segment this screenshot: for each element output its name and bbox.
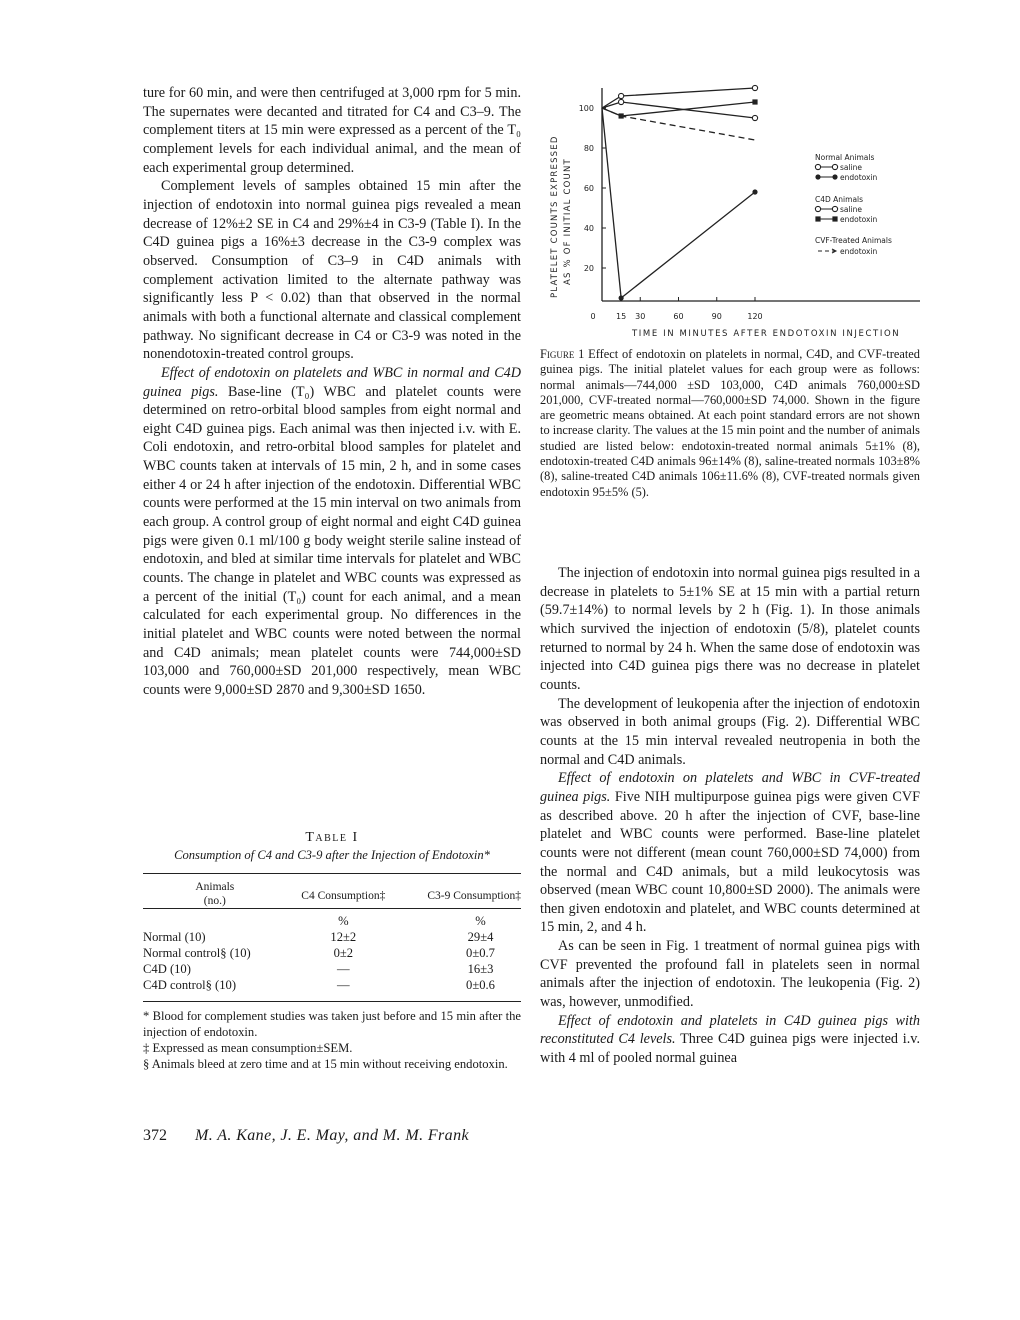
- open-circle-marker: [619, 93, 624, 98]
- filled-circle-marker: [815, 174, 820, 179]
- cell: Normal (10): [143, 930, 206, 944]
- column-header: C3-9 Consumption‡: [427, 890, 521, 902]
- filled-square-marker: [832, 216, 837, 221]
- header-animals: Animals: [195, 881, 235, 893]
- page-number: 372: [143, 1127, 167, 1144]
- paragraph: The development of leukopenia after the injection of endotoxin was observed in both animal groups (Fig. 2). Differential WBC counts at the 15 min interval revealed neutropenia in both the normal and C4D animals.: [540, 695, 920, 768]
- section-heading: Effect of endotoxin on platelets and WBC in CVF-treated guinea pigs.: [540, 770, 920, 805]
- filled-square-marker: [815, 216, 820, 221]
- y-tick-label: 20: [583, 264, 594, 273]
- axes: [602, 88, 920, 301]
- section-heading: Effect of endotoxin on platelets and WBC in normal and C4D guinea pigs.: [143, 364, 521, 400]
- y-tick-label: 100: [578, 104, 594, 113]
- paragraph-text: Base-line (T₀) WBC and platelet counts were determined on retro-orbital blood samples from eight normal and eight C4D guinea pigs. Each animal was then injected i.v. with E. Coli endotoxin, and retro-orbital blood samples for platelet and WBC counts taken at intervals of 15 min, 2 h, and in some cases either 4 or 24 h after injection of the endotoxin. Differential WBC counts were performed at the 15 min interval on two animals from each group. A control group of eight normal and eight C4D guinea pigs were given 0.1 ml/100 g body weight sterile saline instead of endotoxin, and bled at similar time intervals for platelet and WBC counts. The change in platelet and WBC counts was expressed as a percent of the initial (T₀) count for each animal, and a mean calculated for each experimental group. No differences in the initial platelet and WBC counts were noted between the normal and C4D animals; mean platelet counts were 744,000±SD 103,000 and 760,000±SD 201,000 respectively, mean WBC counts were 9,000±SD 2870 and 9,300±SD 1650.: [143, 383, 522, 698]
- x-axis-label: TIME IN MINUTES AFTER ENDOTOXIN INJECTION: [632, 329, 901, 339]
- cell: 29±4: [467, 930, 494, 944]
- header-no: (no.): [203, 895, 226, 907]
- cell: 0±2: [333, 946, 354, 960]
- legend-item: endotoxin: [840, 247, 878, 256]
- x-tick-label: 90: [711, 312, 722, 321]
- footnote: * Blood for complement studies was taken just before and 15 min after the injection of endotoxin.: [143, 1009, 521, 1039]
- legend: [815, 153, 892, 256]
- table: [143, 874, 521, 908]
- series-line: [602, 108, 755, 140]
- table-row: [143, 977, 521, 993]
- y-tick-label: 40: [583, 224, 594, 233]
- filled-circle-marker: [752, 189, 757, 194]
- cell: 0±0.7: [466, 946, 495, 960]
- open-circle-marker: [832, 164, 837, 169]
- cell: C4D (10): [143, 962, 191, 976]
- paragraph: Complement levels of samples obtained 15 min after the injection of endotoxin into normal guinea pigs revealed a mean decrease of 12%±2 SE in C4 and 29%±4 in C3-9 (Table I). In the C4D guinea pigs a 16%±3 decrease in the C3-9 complex was observed. Consumption of C3–9 in C4D animals with complement activation limited to the alternate pathway was significantly less P < 0.02) than that observed in the normal animals with both a functional alternate and classical complement pathway. No significant decrease in C4 or C3-9 was noted in the nonendotoxin-treated control groups.: [143, 178, 521, 363]
- x-tick-label: 15: [616, 312, 627, 321]
- table-row: [143, 929, 521, 945]
- cell: 0±0.6: [466, 978, 495, 992]
- footnote: ‡ Expressed as mean consumption±SEM.: [143, 1041, 353, 1055]
- x-tick-label: 0: [590, 312, 596, 321]
- table-rule: [143, 1001, 521, 1002]
- x-tick-label: 30: [635, 312, 646, 321]
- left-column: [143, 84, 521, 700]
- x-tick-label: 60: [673, 312, 684, 321]
- right-column: [540, 564, 920, 1068]
- filled-circle-marker: [619, 295, 624, 300]
- figure-label: Figure 1: [540, 347, 585, 361]
- table-header-row: [143, 874, 521, 908]
- paragraph: [540, 1012, 920, 1068]
- open-circle-marker: [619, 99, 624, 104]
- y-tick-label: 80: [583, 144, 594, 153]
- table-footnotes: [143, 1008, 521, 1072]
- cell: 12±2: [330, 930, 357, 944]
- paragraph: [540, 769, 920, 937]
- tick-labels: [579, 104, 763, 321]
- legend-item: endotoxin: [840, 215, 878, 224]
- table-title: Table I: [305, 830, 359, 845]
- cell: C4D control§ (10): [143, 978, 237, 992]
- paragraph-text: Five NIH multipurpose guinea pigs were given CVF as described above. 20 h after the injection of CVF, base-line platelet and WBC counts were performed. Base-line platelet counts were not different (mean count 760,000±SD 74,000) from the normal and C4D animals, but a mild leukocytosis was observed (mean WBC count 10,800±SD 2000). The animals were then given endotoxin and platelet, and WBC counts determined at 15 min, 2, and 4 h.: [540, 788, 921, 936]
- open-circle-marker: [752, 115, 757, 120]
- table-subtitle: Consumption of C4 and C3-9 after the Injection of Endotoxin*: [174, 848, 490, 862]
- unit-cell: %: [338, 914, 349, 928]
- figure-caption: [540, 347, 920, 500]
- section-heading: Effect of endotoxin and platelets in C4D guinea pigs with reconstituted C4 levels.: [540, 1012, 920, 1048]
- running-authors: M. A. Kane, J. E. May, and M. M. Frank: [195, 1127, 469, 1144]
- cell: —: [337, 962, 350, 976]
- open-circle-marker: [815, 206, 820, 211]
- page-footer: [143, 1127, 469, 1145]
- legend-group-title: CVF-Treated Animals: [815, 236, 892, 245]
- table-row: [143, 961, 521, 977]
- figure-1-chart: [540, 80, 920, 345]
- column-header: C4 Consumption‡: [301, 890, 386, 902]
- filled-square-marker: [752, 99, 757, 104]
- paragraph: As can be seen in Fig. 1 treatment of normal guinea pigs with CVF prevented the profound fall in platelets seen in normal animals after the injection of endotoxin. The leukopenia (Fig. 2) was, however, unmodified.: [540, 938, 920, 1011]
- series-cvf-treated-animals-endotoxin: [602, 108, 755, 140]
- x-tick-label: 120: [747, 312, 763, 321]
- open-circle-marker: [832, 206, 837, 211]
- filled-circle-marker: [832, 174, 837, 179]
- open-circle-marker: [752, 85, 757, 90]
- cell: Normal control§ (10): [143, 946, 251, 960]
- legend-item: endotoxin: [840, 173, 878, 182]
- footnote: § Animals bleed at zero time and at 15 min without receiving endotoxin.: [143, 1057, 508, 1071]
- paragraph-text: Three C4D guinea pigs were injected i.v. with 4 ml of pooled normal guinea: [540, 1031, 920, 1067]
- paragraph: The injection of endotoxin into normal guinea pigs resulted in a decrease in platelets to 5±1% SE at 15 min with a partial return (59.7±14%) to normal levels by 2 h (Fig. 1). In those animals which survived the injection of endotoxin (5/8), platelet counts returned to normal by 24 h. When the same dose of endotoxin was injected into C4D guinea pigs there was no decrease in platelet counts.: [540, 565, 920, 693]
- legend-group-title: C4D Animals: [815, 195, 864, 204]
- unit-cell: %: [475, 914, 486, 928]
- table-rule: [143, 908, 521, 909]
- legend-item: saline: [840, 163, 863, 172]
- open-circle-marker: [815, 164, 820, 169]
- legend-item: saline: [840, 205, 863, 214]
- y-axis-label: AS % OF INITIAL COUNT: [563, 158, 573, 285]
- caption-text: Effect of endotoxin on platelets in normal, C4D, and CVF-treated guinea pigs. The initial platelet values for each group were as follows: normal animals—744,000 ±SD 103,000, C4D animals 760,000±SD 201,000, CVF-treated normal—760,000±SD 74,000. Shown in the figure are geometric means obtained. At each point standard errors are not shown to increase clarity. The values at the 15 min point and the number of animals studied are listed below: endotoxin-treated normal animals 5±1% (8), endotoxin-treated C4D animals 96±14% (8), saline-treated normals 103±8% (8), saline-treated C4D animals 106±11.6% (8), CVF-treated normals given endotoxin 95±5% (5).: [540, 347, 920, 499]
- cell: —: [337, 978, 350, 992]
- series-lines: [602, 85, 758, 300]
- table-body: [143, 913, 521, 993]
- y-tick-label: 60: [583, 184, 594, 193]
- paragraph: [143, 364, 521, 700]
- cell: 16±3: [467, 962, 494, 976]
- y-axis-label: PLATELET COUNTS EXPRESSED: [550, 135, 560, 298]
- legend-group-title: Normal Animals: [815, 153, 875, 162]
- paragraph: ture for 60 min, and were then centrifuged at 3,000 rpm for 5 min. The supernates were decanted and titrated for C4 and C3–9. The complement titers at 15 min were expressed as a percent of the T₀ complement levels for each individual animal, and the mean of each experimental group determined.: [143, 85, 521, 176]
- column-header: [143, 874, 287, 908]
- table-1: [143, 830, 521, 1072]
- table-row: [143, 945, 521, 961]
